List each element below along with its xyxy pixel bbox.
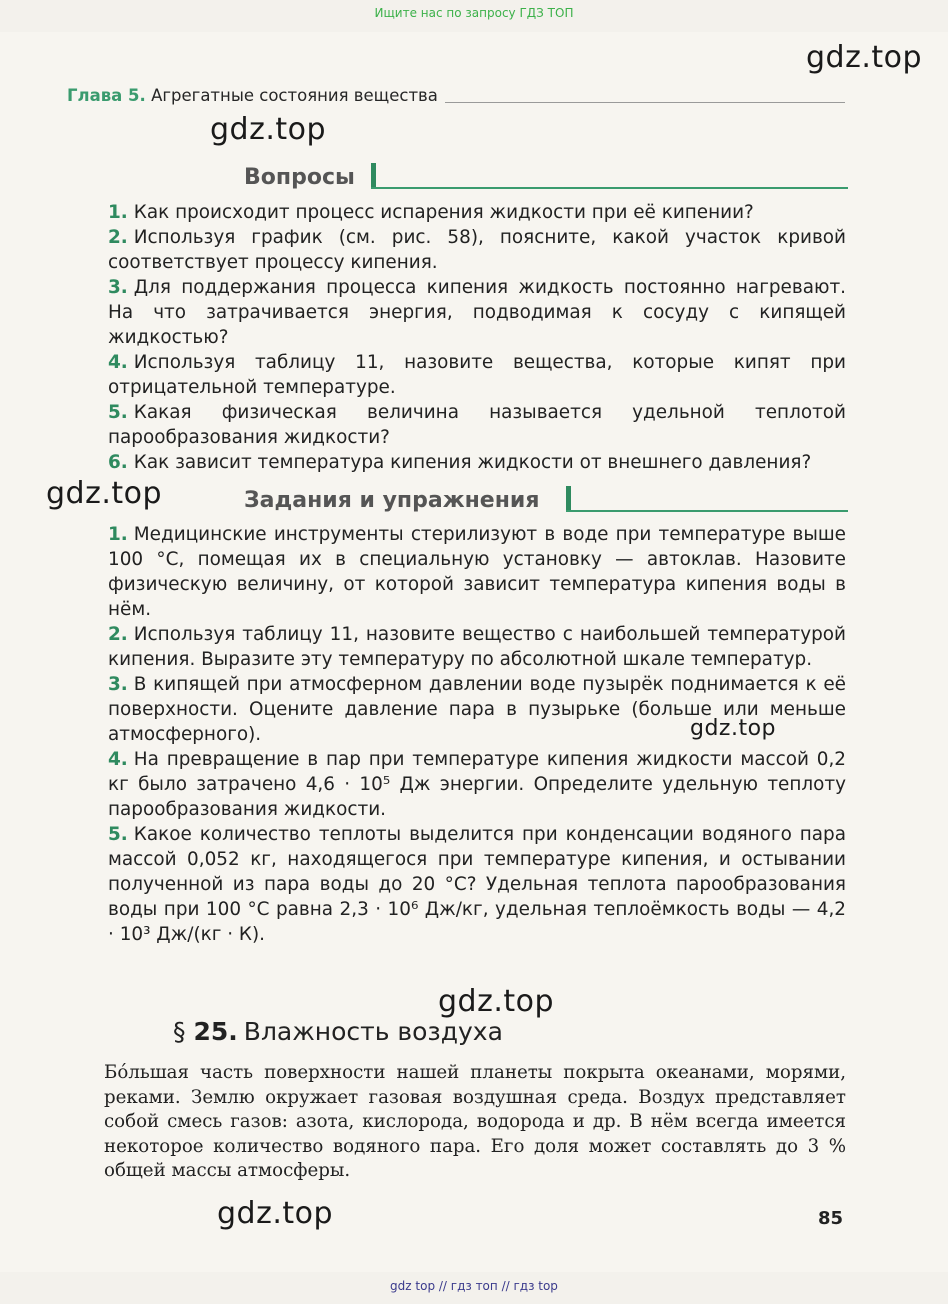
- paragraph-title: [173, 1017, 503, 1046]
- tasks-title: Задания и упражнения: [244, 488, 540, 513]
- list-item: 4. Используя таблицу 11, назовите вещества, которые кипят при отрицательной температуре.: [108, 352, 846, 398]
- watermark: gdz.top: [806, 40, 923, 75]
- watermark: gdz.top: [46, 476, 163, 511]
- watermark: gdz.top: [438, 984, 555, 1019]
- list-item: 1. Медицинские инструменты стерилизуют в воде при температуре выше 100 °С, помещая их в специальную установку — автоклав. Назовите физическую величину, от которой зависит температура кипения воды в нём.: [108, 524, 846, 620]
- questions-rule: [371, 187, 848, 189]
- list-item: 2. Используя таблицу 11, назовите вещество с наибольшей температурой кипения. Выразите эту температуру по абсолютной шкале температур.: [108, 624, 846, 670]
- chapter-title: Агрегатные состояния вещества: [151, 86, 438, 105]
- bottom-banner: gdz top // гдз топ // гдз top: [390, 1279, 558, 1293]
- paragraph-text: Бóльшая часть поверхности нашей планеты покрыта океанами, морями, реками. Землю окружает газовая воздушная среда. Воздух представляет собой смесь газов: азота, кислорода, водорода и др. В нём всегда имеется некоторое количество водяного пара. Его доля может составлять до 3 % общей массы атмосферы.: [104, 1062, 846, 1182]
- list-item: 3. Для поддержания процесса кипения жидкость постоянно нагревают. На что затрачивается энергия, подводимая к сосуду с кипящей жидкостью?: [108, 277, 846, 348]
- list-item: 4. На превращение в пар при температуре кипения жидкости массой 0,2 кг было затрачено 4,6 · 10⁵ Дж энергии. Определите удельную теплоту парообразования жидкости.: [108, 749, 846, 820]
- watermark: gdz.top: [690, 716, 777, 741]
- tasks-list: [108, 522, 846, 947]
- chapter-divider: [445, 102, 845, 103]
- questions-list: [108, 200, 846, 475]
- list-item: 6. Как зависит температура кипения жидкости от внешнего давления?: [108, 452, 812, 473]
- watermark: gdz.top: [210, 112, 327, 147]
- paragraph-number: 25.: [193, 1017, 238, 1046]
- chapter-header: [67, 86, 438, 105]
- tasks-marker: [566, 486, 571, 512]
- list-item: 5. Какое количество теплоты выделится при конденсации водяного пара массой 0,052 кг, находящегося при температуре кипения, и остывании полученной из пара воды до 20 °С? Удельная теплота парообразования воды при 100 °С равна 2,3 · 10⁶ Дж/кг, удельная теплоёмкость воды — 4,2 · 10³ Дж/(кг · К).: [108, 824, 846, 945]
- questions-marker: [371, 163, 376, 189]
- list-item: 1. Как происходит процесс испарения жидкости при её кипении?: [108, 202, 754, 223]
- page-number: 85: [818, 1208, 844, 1229]
- section-sign: §: [173, 1017, 186, 1046]
- top-banner: Ищите нас по запросу ГДЗ ТОП: [374, 6, 574, 20]
- list-item: 2. Используя график (см. рис. 58), поясните, какой участок кривой соответствует процессу кипения.: [108, 227, 846, 273]
- paragraph-heading: Влажность воздуха: [243, 1017, 503, 1046]
- list-item: 5. Какая физическая величина называется удельной теплотой парообразования жидкости?: [108, 402, 846, 448]
- list-item: 3. В кипящей при атмосферном давлении воде пузырёк поднимается к её поверхности. Оцените давление пара в пузырьке (больше или меньше атмосферного).: [108, 674, 846, 745]
- chapter-number: Глава 5.: [67, 86, 146, 105]
- watermark: gdz.top: [217, 1196, 334, 1231]
- questions-title: Вопросы: [244, 165, 355, 190]
- tasks-rule: [566, 510, 848, 512]
